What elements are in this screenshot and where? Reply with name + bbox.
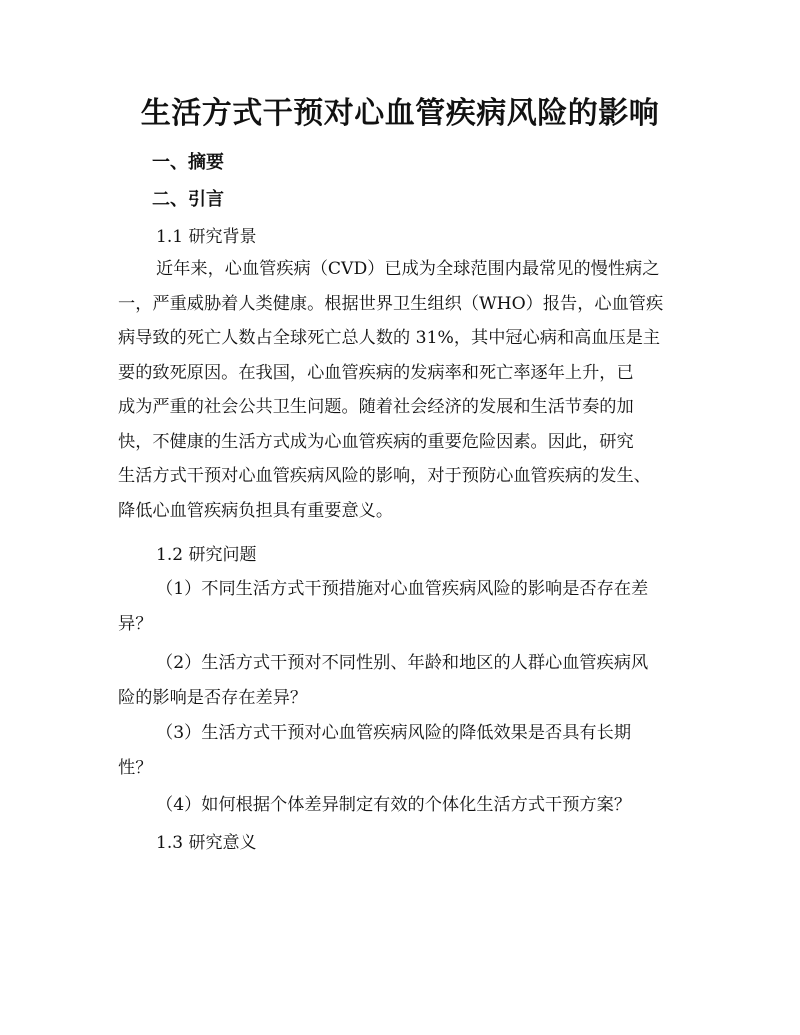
subsection-heading-questions: 1.2 研究问题 [156,545,257,565]
section-heading-abstract: 一、摘要 [152,152,224,173]
research-question-3 [118,716,690,785]
question-line: 性？ [118,757,153,778]
question-line: 险的影响是否存在差异？ [118,687,308,708]
question-line: （1）不同生活方式干预措施对心血管疾病风险的影响是否存在差 [156,579,649,599]
paragraph-line: 近年来，心血管疾病（CVD）已成为全球范围内最常见的慢性病之 [156,259,660,279]
section-heading-introduction: 二、引言 [152,189,224,210]
paragraph-line: 一，严重威胁着人类健康。根据世界卫生组织（WHO）报告，心血管疾 [118,293,664,314]
question-line: （2）生活方式干预对不同性别、年龄和地区的人群心血管疾病风 [156,653,649,673]
background-paragraph [118,252,690,528]
paragraph-line: 降低心血管疾病负担具有重要意义。 [118,500,394,521]
subsection-heading-background: 1.1 研究背景 [156,227,257,247]
research-question-1 [118,572,690,641]
paragraph-line: 快，不健康的生活方式成为心血管疾病的重要危险因素。因此，研究 [118,431,634,452]
research-question-2 [118,646,690,715]
research-question-4 [118,788,690,823]
paragraph-line: 生活方式干预对心血管疾病风险的影响，对于预防心血管疾病的发生、 [118,466,651,486]
question-line: 异？ [118,613,153,634]
paragraph-line: 病导致的死亡人数占全球死亡总人数的 31%，其中冠心病和高血压是主 [118,328,661,348]
paragraph-line: 要的致死原因。在我国，心血管疾病的发病率和死亡率逐年上升，已 [118,362,634,383]
paragraph-line: 成为严重的社会公共卫生问题。随着社会经济的发展和生活节奏的加 [118,397,634,417]
subsection-heading-significance: 1.3 研究意义 [156,833,257,853]
question-line: （4）如何根据个体差异制定有效的个体化生活方式干预方案？ [156,795,632,815]
question-line: （3）生活方式干预对心血管疾病风险的降低效果是否具有长期 [156,723,632,743]
document-title: 生活方式干预对心血管疾病风险的影响 [140,96,660,131]
